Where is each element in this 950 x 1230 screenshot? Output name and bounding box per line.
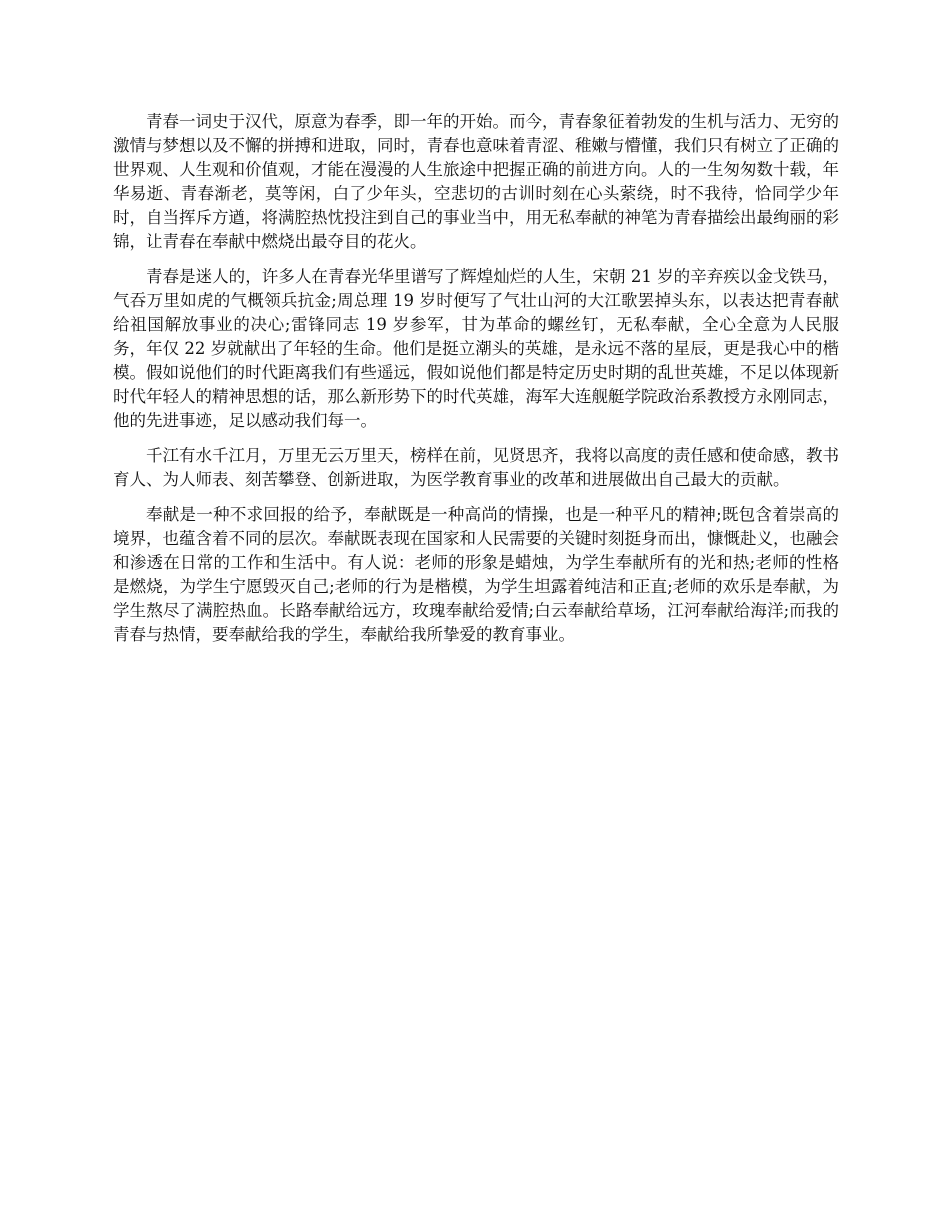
paragraph-1: 青春一词史于汉代，原意为春季，即一年的开始。而今，青春象征着勃发的生机与活力、无穷的激情与梦想以及不懈的拼搏和进取，同时，青春也意味着青涩、稚嫩与懵懂，我们只有树立了正确的世界观、人生观和价值观，才能在漫漫的人生旅途中把握正确的前进方向。人的一生匆匆数十载，年华易逝、青春渐老，莫等闲，白了少年头，空悲切的古训时刻在心头萦绕，时不我待，恰同学少年时，自当挥斥方遒，将满腔热忱投注到自己的事业当中，用无私奉献的神笔为青春描绘出最绚丽的彩锦，让青春在奉献中燃烧出最夺目的花火。 (113, 112, 839, 251)
paragraph-2: 青春是迷人的，许多人在青春光华里谱写了辉煌灿烂的人生，宋朝 21 岁的辛弃疾以金戈铁马，气吞万里如虎的气概领兵抗金;周总理 19 岁时便写了气壮山河的大江歌罢掉头东，以表达把青春献给祖国解放事业的决心;雷锋同志 19 岁参军，甘为革命的螺丝钉，无私奉献，全心全意为人民服务，年仅 22 岁就献出了年轻的生命。他们是挺立潮头的英雄，是永远不落的星辰，更是我心中的楷模。假如说他们的时代距离我们有些遥远，假如说他们都是特定历史时期的乱世英雄，不足以体现新时代年轻人的精神思想的话，那么新形势下的时代英雄，海军大连舰艇学院政治系教授方永刚同志，他的先进事迹，足以感动我们每一。 (113, 267, 839, 430)
document-body (113, 110, 839, 658)
paragraph-4: 奉献是一种不求回报的给予，奉献既是一种高尚的情操，也是一种平凡的精神;既包含着崇高的境界，也蕴含着不同的层次。奉献既表现在国家和人民需要的关键时刻挺身而出，慷慨赴义，也融会和渗透在日常的工作和生活中。有人说：老师的形象是蜡烛，为学生奉献所有的光和热;老师的性格是燃烧，为学生宁愿毁灭自己;老师的行为是楷模，为学生坦露着纯洁和正直;老师的欢乐是奉献，为学生熬尽了满腔热血。长路奉献给远方，玫瑰奉献给爱情;白云奉献给草场，江河奉献给海洋;而我的青春与热情，要奉献给我的学生，奉献给我所挚爱的教育事业。 (113, 505, 839, 644)
paragraph-3: 千江有水千江月，万里无云万里天，榜样在前，见贤思齐，我将以高度的责任感和使命感，教书育人、为人师表、刻苦攀登、创新进取，为医学教育事业的改革和进展做出自己最大的贡献。 (113, 446, 839, 489)
